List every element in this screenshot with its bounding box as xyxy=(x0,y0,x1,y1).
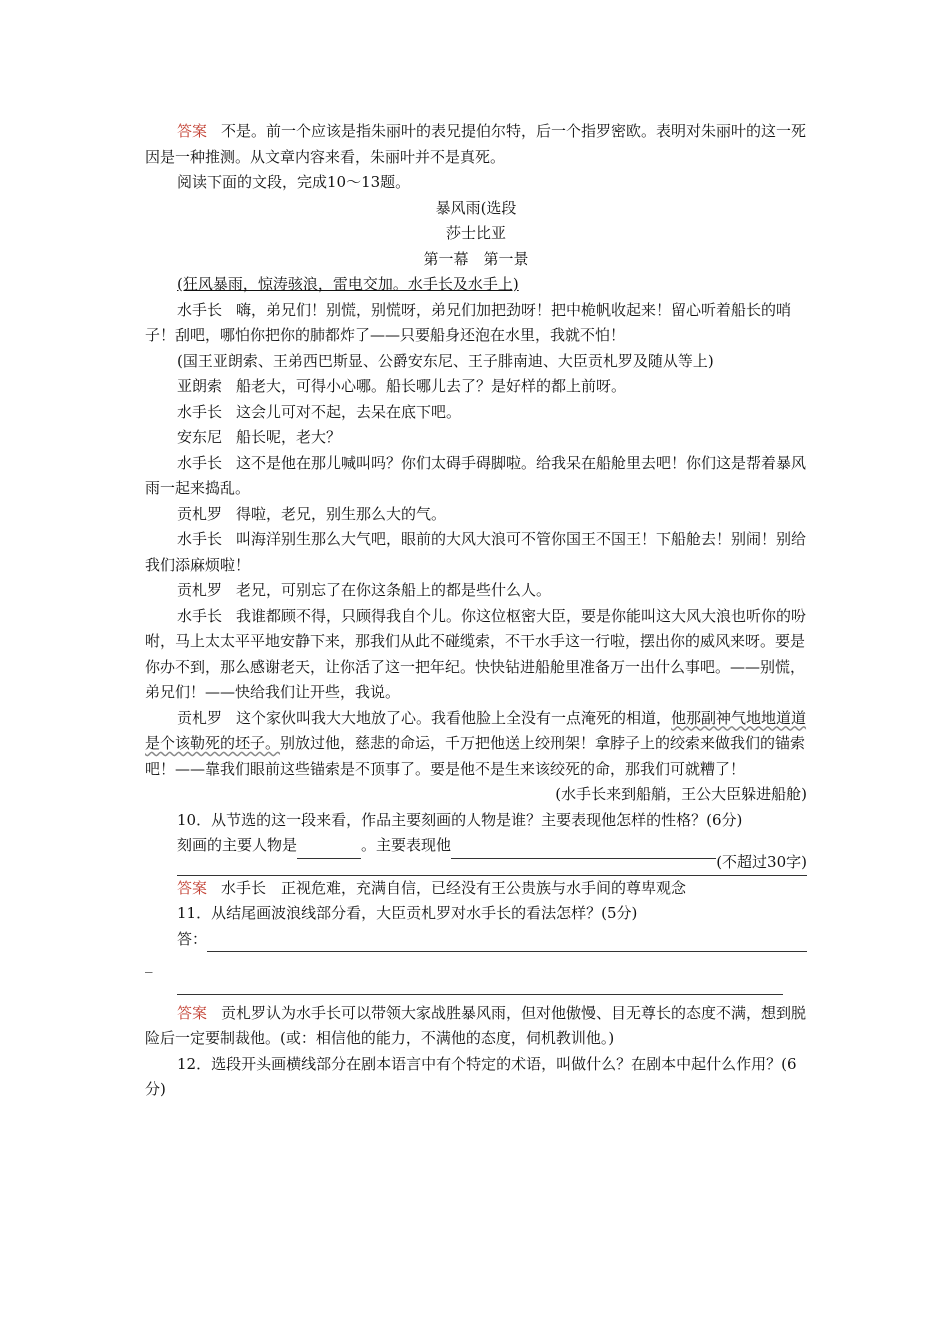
speaker: 水手长 xyxy=(177,453,223,472)
line-text-after: 别放过他，慈悲的命运，千万把他送上绞刑架！拿脖子上的绞索来做我们的锚索吧！——靠我们眼前这些锚索是不顶事了。要是他不是生来该绞死的命，那我们可就糟了！ xyxy=(145,734,806,778)
answer-label: 答案 xyxy=(177,878,208,897)
answer-label: 答案 xyxy=(177,1003,208,1022)
dialogue-line xyxy=(145,425,807,451)
speaker: 水手长 xyxy=(177,530,223,548)
document-page xyxy=(145,119,807,1103)
speaker: 水手长 xyxy=(177,606,223,625)
q10-fill-row xyxy=(145,833,807,859)
answer-text: 水手长 正视危难，充满自信，已经没有王公贵族与水手间的尊卑观念 xyxy=(221,878,687,897)
question-11: 11．从结尾画波浪线部分看，大臣贡札罗对水手长的看法怎样？(5分) xyxy=(177,904,638,922)
q11-answer-row-2 xyxy=(145,978,783,995)
question-10: 10．从节选的这一段来看，作品主要刻画的人物是谁？主要表现他怎样的性格？(6分) xyxy=(177,810,743,829)
line-text-before: 这个家伙叫我大大地放了心。我看他脸上全没有一点淹死的相道， xyxy=(236,708,672,727)
q11-answer-row xyxy=(145,927,807,953)
answer-text: 不是。前一个应该是指朱丽叶的表兄提伯尔特，后一个指罗密欧。表明对朱丽叶的这一死因是一种推测。从文章内容来看，朱丽叶并不是真死。 xyxy=(145,122,807,166)
dialogue-line xyxy=(145,298,807,349)
answer-blank-2[interactable] xyxy=(177,978,783,995)
line-text: 我谁都顾不得，只顾得我自个儿。你这位枢密大臣，要是你能叫这大风大浪也听你的吩咐，马上太太平平地安静下来，那我们从此不碰缆索，不干水手这一行啦，摆出你的威风来呀。要是你办不到，那么感谢老天，让你活了这一把年纪。快快钻进船舱里准备万一出什么事吧。——别慌，弟兄们！——快给我们让开些，我说。 xyxy=(145,606,807,701)
line-text: (国王亚朗索、王弟西巴斯显、公爵安东尼、王子腓南迪、大臣贡札罗及随从等上) xyxy=(177,351,714,370)
q10-fill-row-2 xyxy=(145,859,807,876)
q10-limit-note: (不超过30字) xyxy=(716,853,807,871)
play-title: 暴风雨(选段 xyxy=(435,198,517,217)
line-text: 船老大，可得小心哪。船长哪儿去了？是好样的都上前呀。 xyxy=(236,377,627,395)
line-text: 这会儿可对不起，去呆在底下吧。 xyxy=(236,402,462,421)
scene-heading: 第一幕 第一景 xyxy=(423,249,529,268)
answer-prompt: 答： xyxy=(177,929,208,948)
question-12: 12．选段开头画横线部分在剧本语言中有个特定的术语，叫做什么？在剧本中起什么作用？(6分) xyxy=(145,1054,797,1098)
answer-blank[interactable] xyxy=(207,935,807,952)
line-text: 船长呢，老大？ xyxy=(236,428,342,446)
blank-trait-continued[interactable] xyxy=(177,859,807,876)
dialogue-line xyxy=(145,451,807,502)
answer-label: 答案 xyxy=(177,122,208,140)
dialogue-line xyxy=(145,349,807,375)
q11-answer xyxy=(145,1001,807,1052)
line-text: 嗨，弟兄们！别慌，别慌呀，弟兄们加把劲呀！把中桅帆收起来！留心听着船长的哨子！刮吧，哪怕你把你的肺都炸了——只要船身还泡在水里，我就不怕！ xyxy=(145,300,792,344)
answer-text: 贡札罗认为水手长可以带领大家战胜暴风雨，但对他傲慢、目无尊长的态度不满，想到脱险后一定要制裁他。(或：相信他的能力，不满他的态度，伺机教训他。) xyxy=(145,1003,807,1047)
line-text: 老兄，可别忘了在你这条船上的都是些什么人。 xyxy=(236,581,552,599)
blank-character[interactable] xyxy=(297,842,361,859)
line-text: 叫海洋别生那么大气吧，眼前的大风大浪可不管你国王不国王！下船舱去！别闹！别给我们添麻烦啦！ xyxy=(145,530,807,574)
play-author: 莎士比亚 xyxy=(445,224,506,242)
speaker: 安东尼 xyxy=(177,428,223,446)
fill-label-b: 。主要表现他 xyxy=(361,836,452,854)
stage-direction-close: (水手长来到船艄，王公大臣躲进船舱) xyxy=(555,785,807,803)
wavy-underlined-text: 他那副神气地地道道是个该勒死的坯子。 xyxy=(145,708,807,752)
stage-direction-open xyxy=(145,272,807,298)
dialogue xyxy=(145,298,807,706)
dialogue-line xyxy=(145,527,807,578)
q10-answer xyxy=(145,876,807,902)
speaker: 水手长 xyxy=(177,402,223,421)
speaker: 亚朗索 xyxy=(177,377,223,395)
speaker: 贡札罗 xyxy=(177,504,223,523)
gonzalo-final-line xyxy=(145,706,807,783)
dialogue-line xyxy=(145,502,807,528)
line-text: 得啦，老兄，别生那么大的气。 xyxy=(236,504,447,523)
reading-instruction: 阅读下面的文段，完成10～13题。 xyxy=(177,173,411,191)
speaker: 贡札罗 xyxy=(177,581,223,599)
underlined-stage-direction: (狂风暴雨，惊涛骇浪，雷电交加。水手长及水手上) xyxy=(177,275,519,293)
dialogue-line xyxy=(145,578,807,604)
speaker: 水手长 xyxy=(177,300,223,319)
prev-answer xyxy=(145,119,807,170)
fill-label-a: 刻画的主要人物是 xyxy=(177,836,298,854)
dialogue-line xyxy=(145,604,807,706)
dialogue-line xyxy=(145,374,807,400)
speaker: 贡札罗 xyxy=(177,708,223,727)
line-text: 这不是他在那儿喊叫吗？你们太碍手碍脚啦。给我呆在船舱里去吧！你们这是帮着暴风雨一起来捣乱。 xyxy=(145,453,807,497)
dialogue-line xyxy=(145,400,807,426)
stray-mark: _ xyxy=(145,955,153,973)
